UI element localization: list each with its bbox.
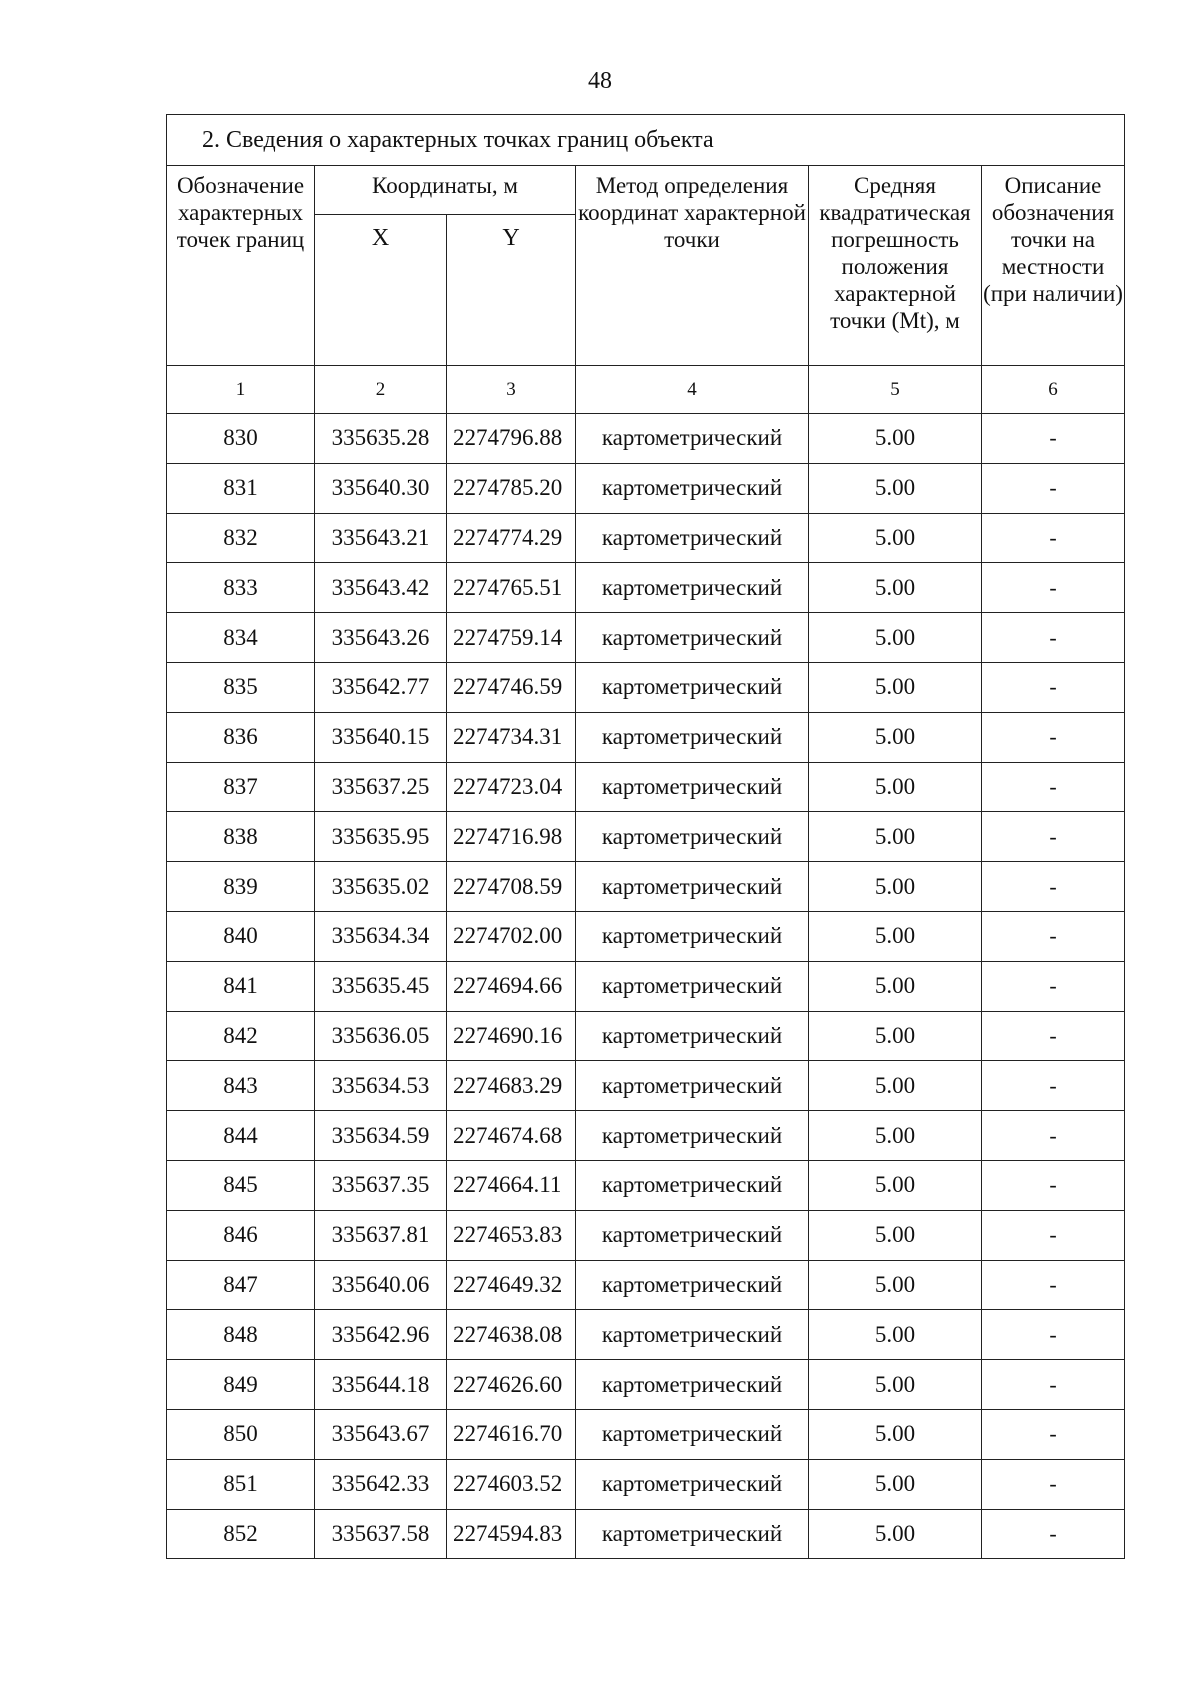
table-row [167,1011,1125,1061]
error-cell: 5.00 [809,911,982,961]
method-cell: картометрический [576,463,809,513]
table-row [167,712,1125,762]
description-cell: - [982,762,1125,812]
column-number: 5 [809,366,982,414]
column-number: 3 [447,366,576,414]
method-cell: картометрический [576,762,809,812]
point-cell: 838 [167,812,315,862]
point-cell: 836 [167,712,315,762]
y-cell: 2274708.59 [447,862,576,912]
method-cell: картометрический [576,1360,809,1410]
table-row [167,613,1125,663]
table-row [167,1260,1125,1310]
method-cell: картометрический [576,862,809,912]
point-cell: 844 [167,1111,315,1161]
description-cell: - [982,662,1125,712]
y-cell: 2274746.59 [447,662,576,712]
x-cell: 335635.95 [315,812,447,862]
method-cell: картометрический [576,513,809,563]
table-row [167,961,1125,1011]
x-cell: 335643.26 [315,613,447,663]
y-cell: 2274638.08 [447,1310,576,1360]
x-cell: 335643.42 [315,563,447,613]
column-number: 1 [167,366,315,414]
x-cell: 335637.81 [315,1210,447,1260]
x-cell: 335634.53 [315,1061,447,1111]
y-cell: 2274664.11 [447,1160,576,1210]
x-cell: 335636.05 [315,1011,447,1061]
y-cell: 2274649.32 [447,1260,576,1310]
table-row [167,862,1125,912]
x-cell: 335642.33 [315,1459,447,1509]
y-cell: 2274723.04 [447,762,576,812]
y-cell: 2274785.20 [447,463,576,513]
boundary-points-table [166,114,1125,1559]
header-x: X [315,215,447,366]
method-cell: картометрический [576,1310,809,1360]
point-cell: 839 [167,862,315,912]
description-cell: - [982,613,1125,663]
error-cell: 5.00 [809,762,982,812]
point-cell: 852 [167,1509,315,1559]
x-cell: 335642.96 [315,1310,447,1360]
error-cell: 5.00 [809,1210,982,1260]
description-cell: - [982,1210,1125,1260]
header-error: Средняя квадратическая погрешность положения характерной точки (Mt), м [809,166,982,366]
point-cell: 841 [167,961,315,1011]
point-cell: 845 [167,1160,315,1210]
x-cell: 335640.15 [315,712,447,762]
error-cell: 5.00 [809,1011,982,1061]
y-cell: 2274694.66 [447,961,576,1011]
description-cell: - [982,1310,1125,1360]
y-cell: 2274626.60 [447,1360,576,1410]
error-cell: 5.00 [809,1061,982,1111]
error-cell: 5.00 [809,1310,982,1360]
y-cell: 2274765.51 [447,563,576,613]
method-cell: картометрический [576,1409,809,1459]
method-cell: картометрический [576,712,809,762]
point-cell: 833 [167,563,315,613]
description-cell: - [982,1509,1125,1559]
error-cell: 5.00 [809,414,982,464]
header-coordinates: Координаты, м [315,166,576,215]
description-cell: - [982,414,1125,464]
description-cell: - [982,1111,1125,1161]
error-cell: 5.00 [809,1360,982,1410]
error-cell: 5.00 [809,463,982,513]
x-cell: 335635.45 [315,961,447,1011]
description-cell: - [982,911,1125,961]
point-cell: 851 [167,1459,315,1509]
point-cell: 830 [167,414,315,464]
description-cell: - [982,1409,1125,1459]
table-row [167,513,1125,563]
y-cell: 2274716.98 [447,812,576,862]
x-cell: 335637.58 [315,1509,447,1559]
y-cell: 2274759.14 [447,613,576,663]
x-cell: 335640.30 [315,463,447,513]
column-number: 4 [576,366,809,414]
error-cell: 5.00 [809,1409,982,1459]
method-cell: картометрический [576,563,809,613]
x-cell: 335642.77 [315,662,447,712]
x-cell: 335637.35 [315,1160,447,1210]
error-cell: 5.00 [809,1509,982,1559]
table-row [167,563,1125,613]
method-cell: картометрический [576,911,809,961]
header-y: Y [447,215,576,366]
column-number-row [167,366,1125,414]
error-cell: 5.00 [809,862,982,912]
error-cell: 5.00 [809,961,982,1011]
table-row [167,662,1125,712]
y-cell: 2274796.88 [447,414,576,464]
x-cell: 335634.59 [315,1111,447,1161]
method-cell: картометрический [576,1459,809,1509]
description-cell: - [982,1061,1125,1111]
method-cell: картометрический [576,1210,809,1260]
description-cell: - [982,1160,1125,1210]
table-row [167,463,1125,513]
table-row [167,1310,1125,1360]
y-cell: 2274702.00 [447,911,576,961]
table-row [167,1409,1125,1459]
point-cell: 848 [167,1310,315,1360]
method-cell: картометрический [576,1111,809,1161]
table-row [167,1160,1125,1210]
point-cell: 847 [167,1260,315,1310]
x-cell: 335640.06 [315,1260,447,1310]
table-row [167,911,1125,961]
y-cell: 2274653.83 [447,1210,576,1260]
x-cell: 335643.21 [315,513,447,563]
x-cell: 335634.34 [315,911,447,961]
point-cell: 842 [167,1011,315,1061]
header-description: Описание обозначения точки на местности (при наличии) [982,166,1125,366]
error-cell: 5.00 [809,812,982,862]
description-cell: - [982,1260,1125,1310]
method-cell: картометрический [576,961,809,1011]
error-cell: 5.00 [809,1160,982,1210]
error-cell: 5.00 [809,1111,982,1161]
point-cell: 843 [167,1061,315,1111]
error-cell: 5.00 [809,563,982,613]
y-cell: 2274616.70 [447,1409,576,1459]
y-cell: 2274603.52 [447,1459,576,1509]
y-cell: 2274683.29 [447,1061,576,1111]
description-cell: - [982,563,1125,613]
table-row [167,812,1125,862]
header-method: Метод определения координат характерной точки [576,166,809,366]
point-cell: 832 [167,513,315,563]
point-cell: 837 [167,762,315,812]
description-cell: - [982,812,1125,862]
point-cell: 835 [167,662,315,712]
table-row [167,1360,1125,1410]
page-number: 48 [588,68,612,94]
y-cell: 2274734.31 [447,712,576,762]
table-row [167,1210,1125,1260]
method-cell: картометрический [576,1061,809,1111]
method-cell: картометрический [576,1260,809,1310]
description-cell: - [982,1011,1125,1061]
error-cell: 5.00 [809,1260,982,1310]
error-cell: 5.00 [809,712,982,762]
method-cell: картометрический [576,613,809,663]
point-cell: 849 [167,1360,315,1410]
x-cell: 335635.02 [315,862,447,912]
table-row [167,414,1125,464]
error-cell: 5.00 [809,1459,982,1509]
error-cell: 5.00 [809,662,982,712]
method-cell: картометрический [576,662,809,712]
column-number: 2 [315,366,447,414]
table-row [167,1111,1125,1161]
method-cell: картометрический [576,414,809,464]
description-cell: - [982,712,1125,762]
point-cell: 831 [167,463,315,513]
x-cell: 335644.18 [315,1360,447,1410]
point-cell: 846 [167,1210,315,1260]
description-cell: - [982,862,1125,912]
description-cell: - [982,463,1125,513]
column-number: 6 [982,366,1125,414]
y-cell: 2274690.16 [447,1011,576,1061]
y-cell: 2274674.68 [447,1111,576,1161]
table-row [167,1459,1125,1509]
table-row [167,1509,1125,1559]
description-cell: - [982,1360,1125,1410]
y-cell: 2274594.83 [447,1509,576,1559]
method-cell: картометрический [576,1509,809,1559]
header-designation: Обозначение характерных точек границ [167,166,315,366]
point-cell: 850 [167,1409,315,1459]
point-cell: 840 [167,911,315,961]
y-cell: 2274774.29 [447,513,576,563]
description-cell: - [982,961,1125,1011]
x-cell: 335635.28 [315,414,447,464]
x-cell: 335637.25 [315,762,447,812]
method-cell: картометрический [576,812,809,862]
error-cell: 5.00 [809,613,982,663]
method-cell: картометрический [576,1011,809,1061]
section-title: 2. Сведения о характерных точках границ объекта [167,115,1125,166]
point-cell: 834 [167,613,315,663]
error-cell: 5.00 [809,513,982,563]
x-cell: 335643.67 [315,1409,447,1459]
table-body [167,414,1125,1559]
method-cell: картометрический [576,1160,809,1210]
description-cell: - [982,1459,1125,1509]
table-row [167,762,1125,812]
table-row [167,1061,1125,1111]
description-cell: - [982,513,1125,563]
